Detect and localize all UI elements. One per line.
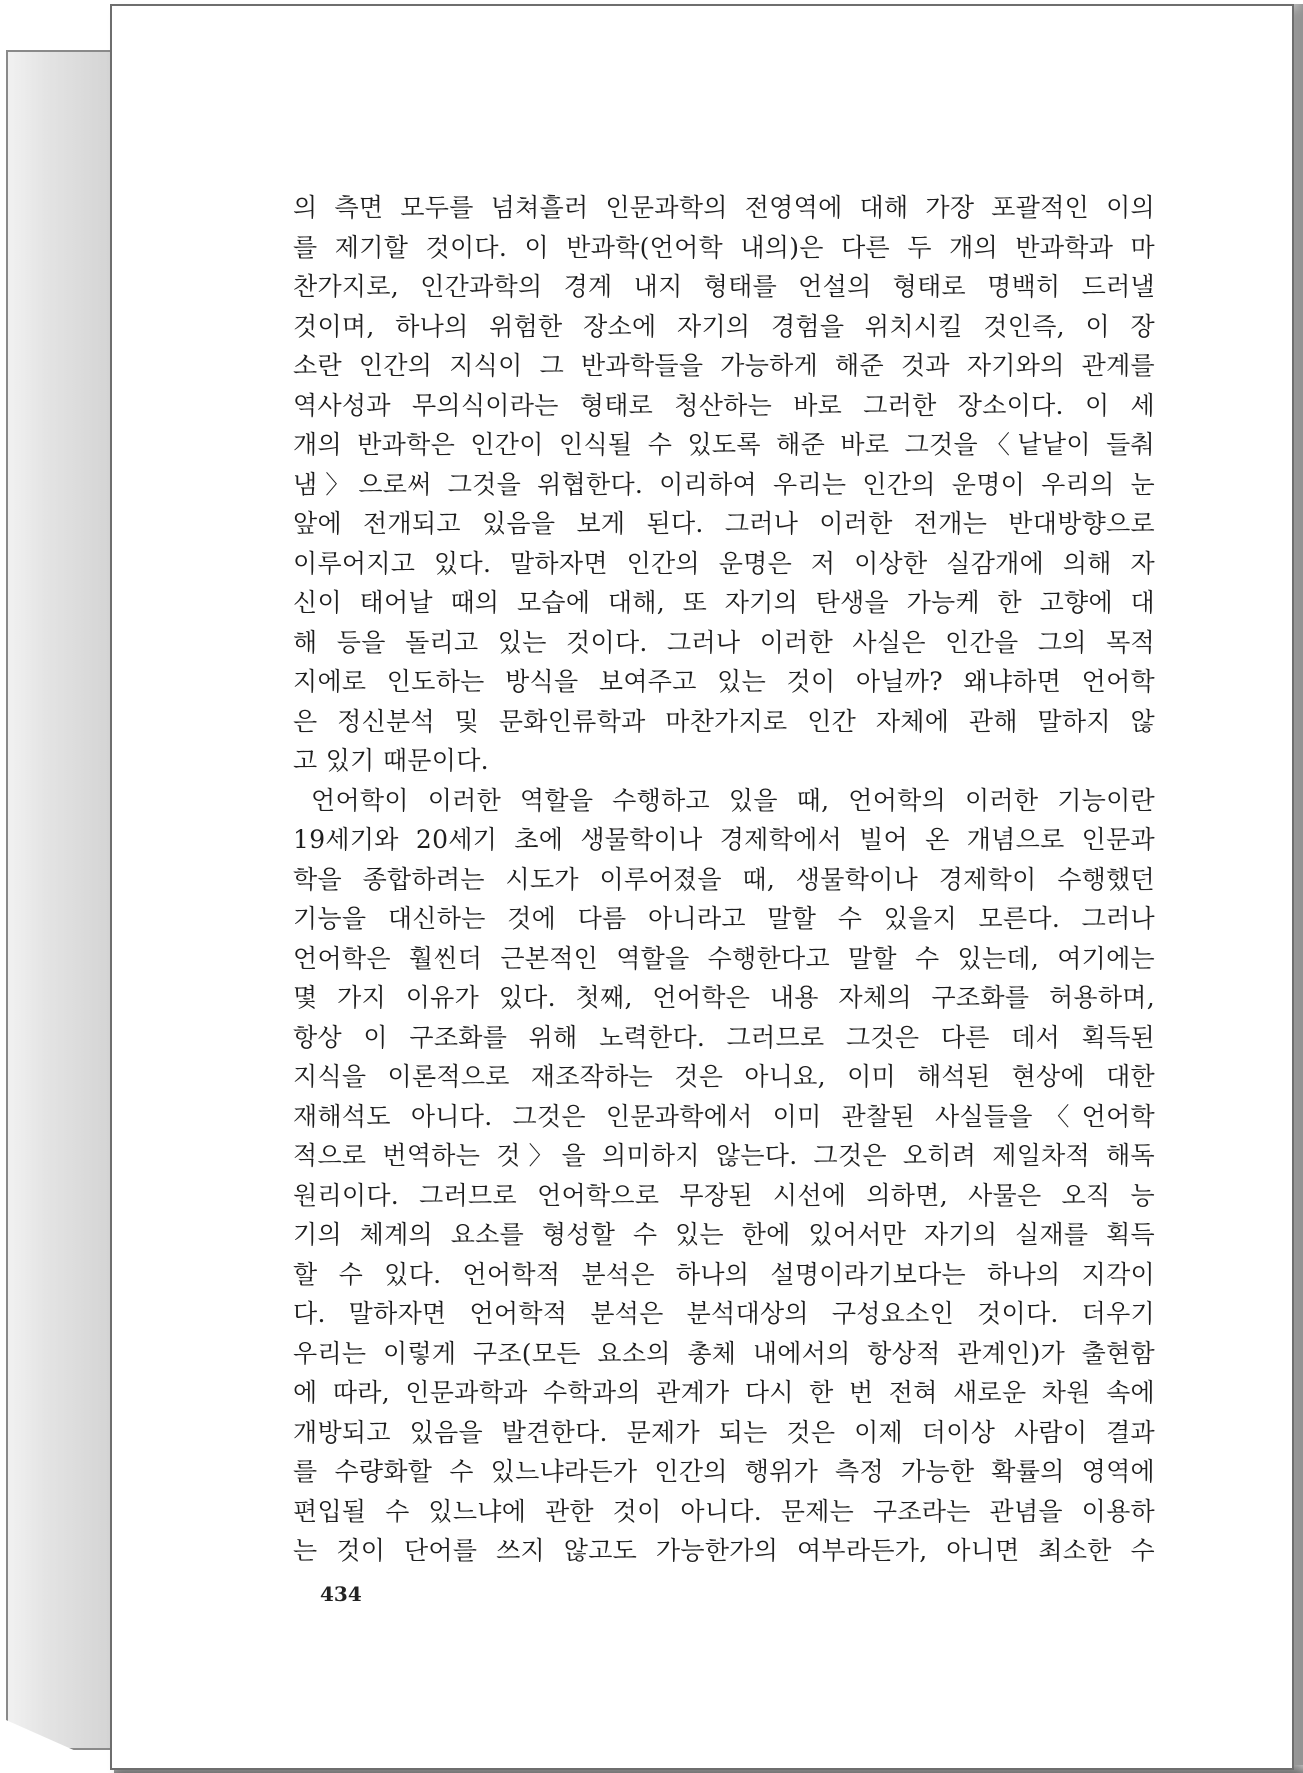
text-line: 지식을 이론적으로 재조작하는 것은 아니요, 이미 해석된 현상에 대한 [293,1062,1155,1091]
text-line: 기능을 대신하는 것에 다름 아니라고 말할 수 있을지 모른다. 그러나 [293,904,1155,933]
text-line: 역사성과 무의식이라는 형태로 청산하는 바로 그러한 장소이다. 이 세 [293,390,1155,420]
text-line: 를 제기할 것이다. 이 반과학(언어학 내의)은 다른 두 개의 반과학과 마 [293,232,1155,262]
text-line: 해 등을 돌리고 있는 것이다. 그러나 이러한 사실은 인간을 그의 목적 [293,627,1155,657]
text-line: 재해석도 아니다. 그것은 인문과학에서 이미 관찰된 사실들을〈언어학 [293,1101,1155,1131]
text-line: 항상 이 구조화를 위해 노력한다. 그러므로 그것은 다른 데서 획득된 [293,1022,1155,1052]
text-line: 적으로 번역하는 것〉을 의미하지 않는다. 그것은 오히려 제일차적 해독 [293,1141,1155,1170]
text-line: 소란 인간의 지식이 그 반과학들을 가능하게 해준 것과 자기와의 관계를 [293,351,1155,380]
text-line: 몇 가지 이유가 있다. 첫째, 언어학은 내용 자체의 구조화를 허용하며, [293,983,1155,1012]
text-line: 우리는 이렇게 구조(모든 요소의 총체 내에서의 항상적 관계인)가 출현함 [293,1338,1155,1368]
text-line: 고 있기 때문이다. [293,746,489,775]
text-line: 개의 반과학은 인간이 인식될 수 있도록 해준 바로 그것을〈낱낱이 들춰 [293,430,1155,459]
text-line: 원리이다. 그러므로 언어학으로 무장된 시선에 의하면, 사물은 오직 능 [293,1180,1155,1210]
text-line: 찬가지로, 인간과학의 경계 내지 형태를 언설의 형태로 명백히 드러낼 [293,272,1155,301]
text-line: 의 측면 모두를 넘쳐흘러 인문과학의 전영역에 대해 가장 포괄적인 이의 [293,193,1155,222]
text-line: 편입될 수 있느냐에 관한 것이 아니다. 문제는 구조라는 관념을 이용하 [293,1496,1155,1526]
body-text [293,188,1155,1571]
text-line: 기의 체계의 요소를 형성할 수 있는 한에 있어서만 자기의 실재를 획득 [293,1220,1155,1249]
text-line: 냄〉으로써 그것을 위협한다. 이리하여 우리는 인간의 운명이 우리의 눈 [293,469,1155,499]
book-spine [6,50,112,1750]
text-line: 개방되고 있음을 발견한다. 문제가 되는 것은 이제 더이상 사람이 결과 [293,1417,1155,1447]
text-line: 할 수 있다. 언어학적 분석은 하나의 설명이라기보다는 하나의 지각이 [293,1259,1155,1289]
text-line: 학을 종합하려는 시도가 이루어졌을 때, 생물학이나 경제학이 수행했던 [293,864,1155,894]
text-line: 지에로 인도하는 방식을 보여주고 있는 것이 아닐까? 왜냐하면 언어학 [293,667,1155,696]
text-line: 언어학은 훨씬더 근본적인 역할을 수행한다고 말할 수 있는데, 여기에는 [293,943,1155,973]
text-line: 언어학이 이러한 역할을 수행하고 있을 때, 언어학의 이러한 기능이란 [311,785,1155,815]
text-line: 은 정신분석 및 문화인류학과 마찬가지로 인간 자체에 관해 말하지 않 [293,706,1155,736]
text-line: 다. 말하자면 언어학적 분석은 분석대상의 구성요소인 것이다. 더우기 [293,1299,1155,1328]
page-number: 434 [320,1582,362,1606]
text-line: 에 따라, 인문과학과 수학과의 관계가 다시 한 번 전혀 새로운 차원 속에 [293,1378,1155,1407]
text-line: 앞에 전개되고 있음을 보게 된다. 그러나 이러한 전개는 반대방향으로 [293,509,1155,538]
text-line: 신이 태어날 때의 모습에 대해, 또 자기의 탄생을 가능케 한 고향에 대 [293,588,1155,617]
text-line: 를 수량화할 수 있느냐라든가 인간의 행위가 측정 가능한 확률의 영역에 [293,1457,1155,1486]
text-line: 19세기와 20세기 초에 생물학이나 경제학에서 빌어 온 개념으로 인문과 [293,825,1155,854]
text-line: 는 것이 단어를 쓰지 않고도 가능한가의 여부라든가, 아니면 최소한 수 [293,1536,1155,1565]
text-line: 이루어지고 있다. 말하자면 인간의 운명은 저 이상한 실감개에 의해 자 [293,548,1155,578]
text-line: 것이며, 하나의 위험한 장소에 자기의 경험을 위치시킬 것인즉, 이 장 [293,311,1155,341]
